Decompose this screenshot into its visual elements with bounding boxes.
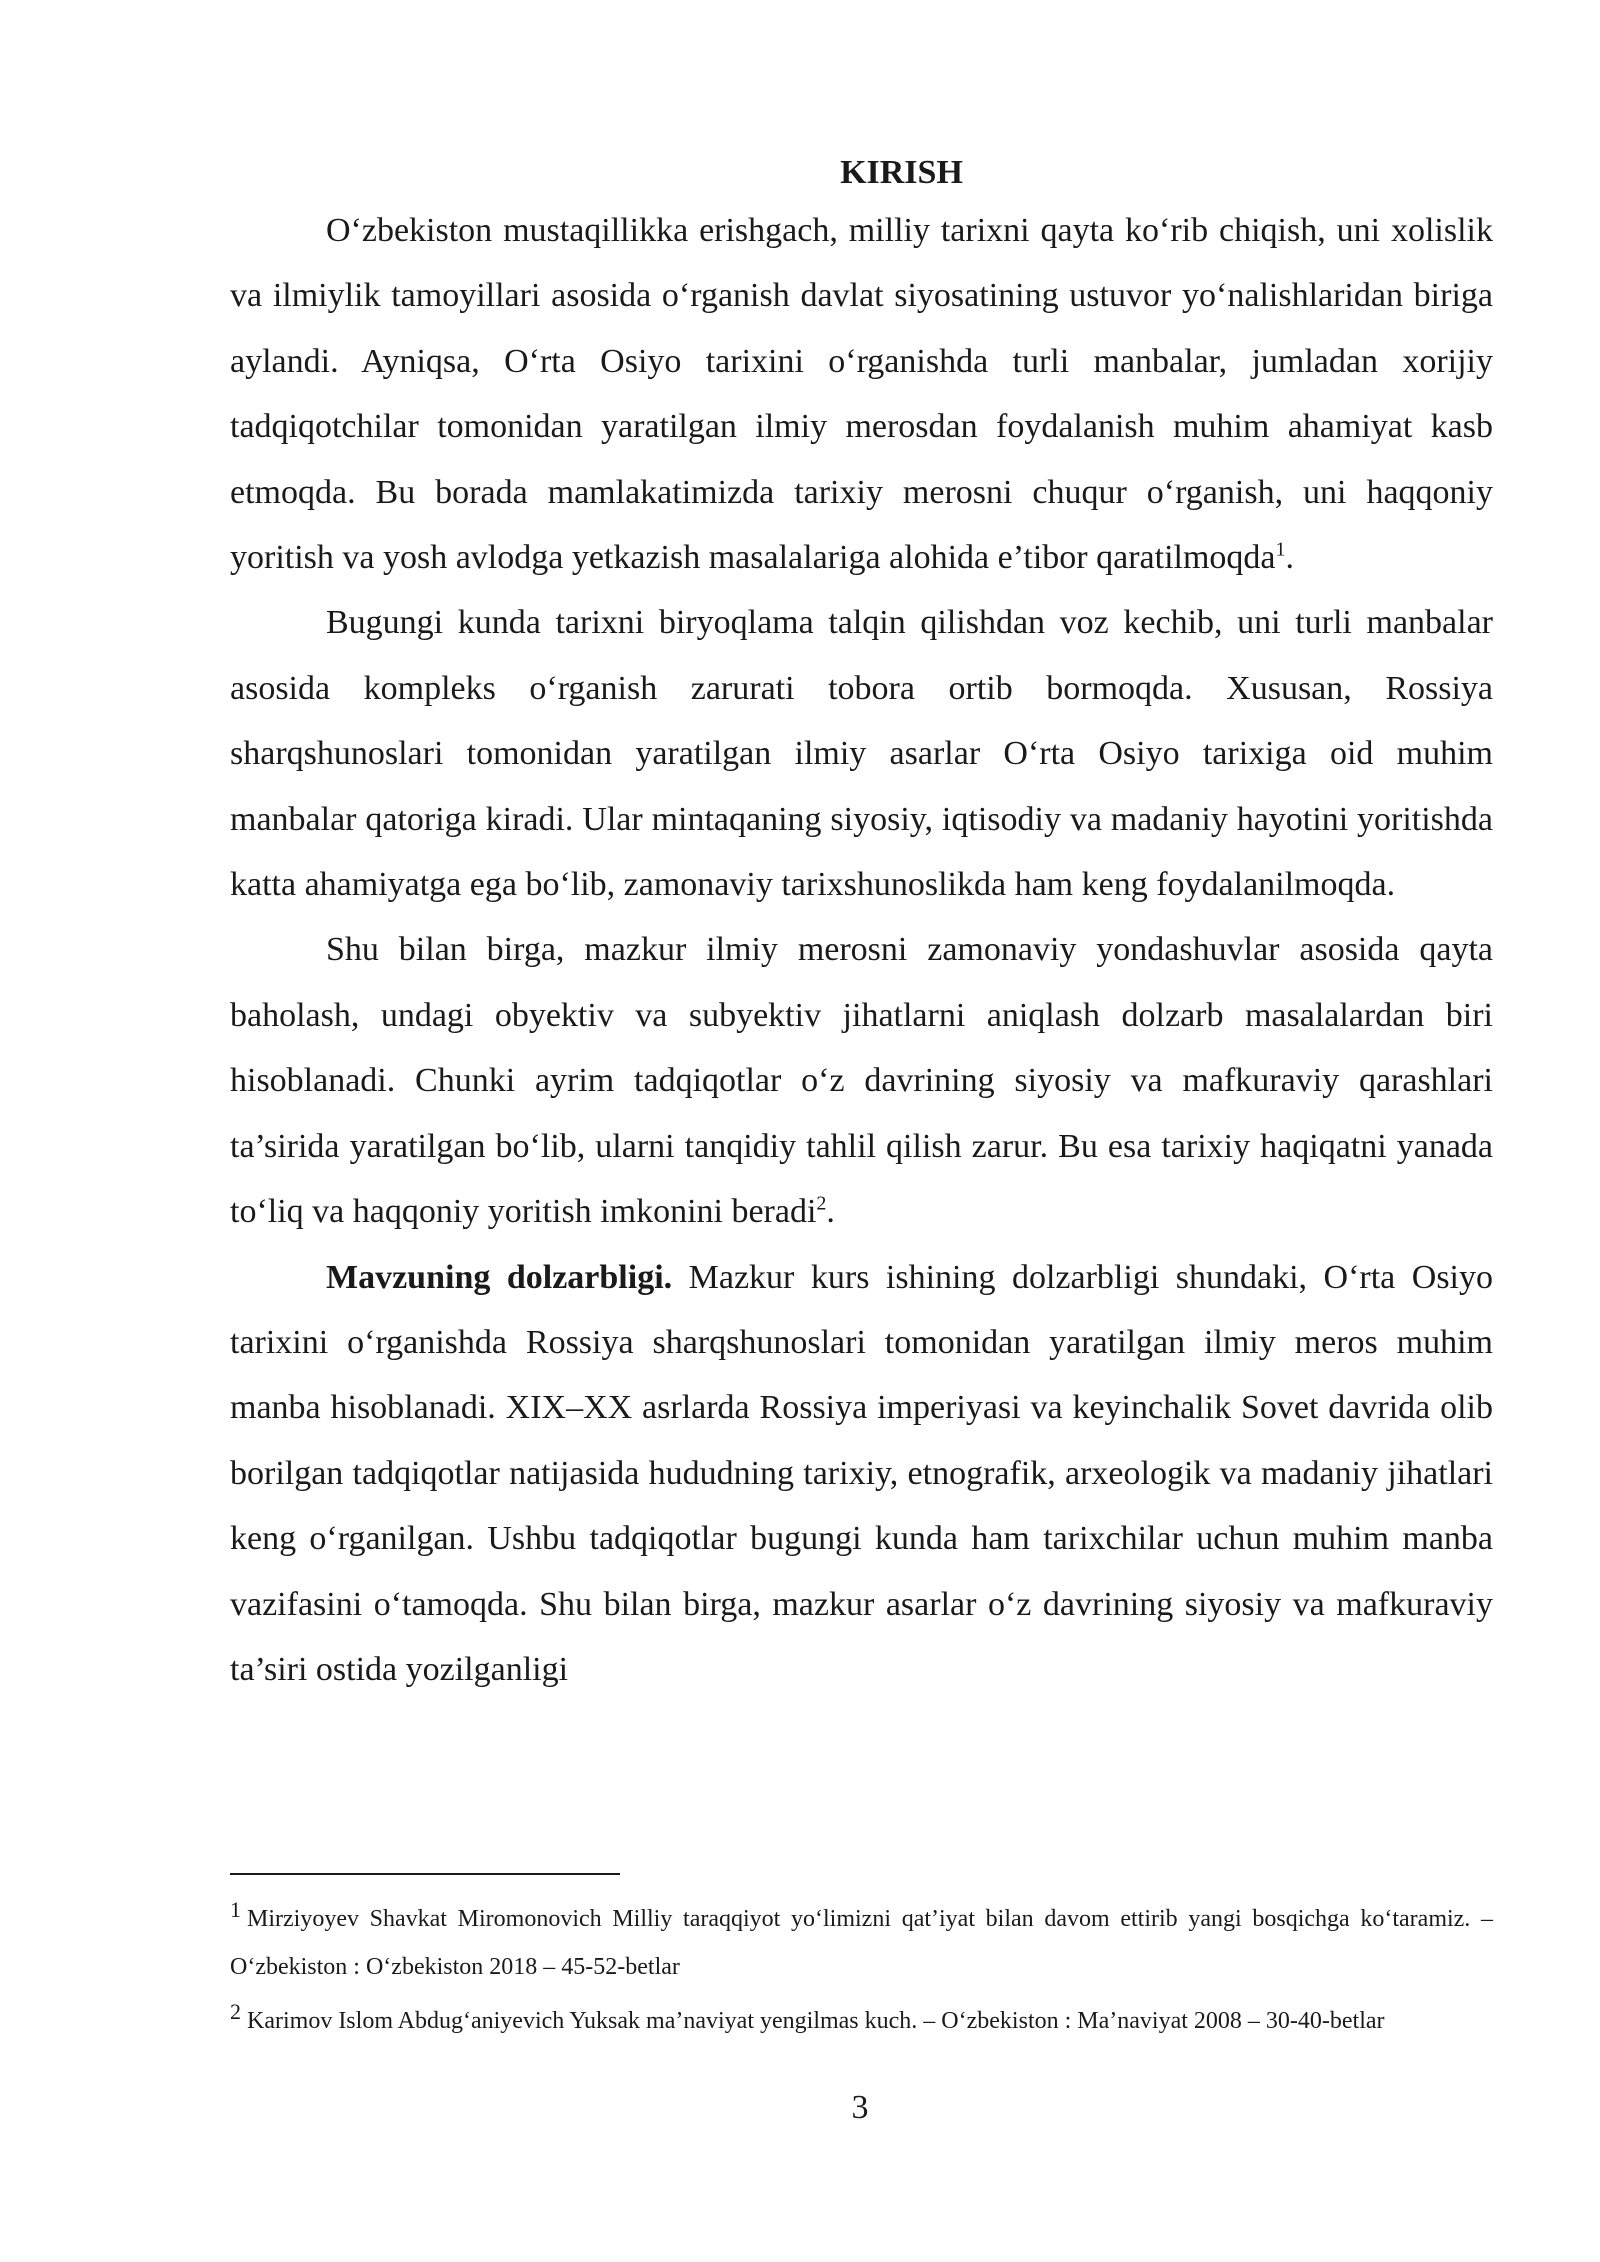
section-lead-heading: Mavzuning dolzarbligi.	[326, 1258, 673, 1296]
paragraph-2-text: Bugungi kunda tarixni biryoqlama talqin qilishdan voz kechib, uni turli manbalar asosida kompleks o‘rganish zarurati tobora ortib bormoqda. Xususan, Rossiya sharqshunoslari tomonidan yaratilgan ilmiy asarlar O‘rta Osiyo tarixiga oid muhim manbalar qatoriga kiradi. Ular mintaqaning siyosiy, iqtisodiy va madaniy hayotini yoritishda katta ahamiyatga ega bo‘lib, zamonaviy tarixshunoslikda ham keng foydalanilmoqda.	[230, 604, 1493, 904]
footnote-2-mark: 2	[230, 1999, 241, 2024]
paragraph-1	[230, 198, 1493, 590]
paragraph-1-end: .	[1285, 539, 1294, 577]
footnote-2	[230, 1997, 1493, 2045]
footnote-1-text: Mirziyoyev Shavkat Miromonovich Milliy taraqqiyot yo‘limizni qat’iyat bilan davom ettirib yangi bosqichga ko‘taramiz. – O‘zbekiston : O‘zbekiston 2018 – 45-52-betlar	[230, 1906, 1493, 1980]
paragraph-4	[230, 1245, 1493, 1703]
paragraph-2	[230, 590, 1493, 917]
footnote-1	[230, 1895, 1493, 1991]
footnote-ref-2[interactable]: 2	[816, 1192, 827, 1215]
footnote-ref-1[interactable]: 1	[1275, 538, 1286, 561]
paragraph-3	[230, 917, 1493, 1244]
paragraph-3-end: .	[826, 1193, 835, 1231]
page-body	[230, 148, 1493, 1702]
page-number: 3	[851, 2089, 869, 2126]
paragraph-1-text: O‘zbekiston mustaqillikka erishgach, milliy tarixni qayta ko‘rib chiqish, uni xolislik va ilmiylik tamoyillari asosida o‘rganish davlat siyosatining ustuvor yo‘nalishlaridan biriga aylandi. Ayniqsa, O‘rta Osiyo tarixini o‘rganishda turli manbalar, jumladan xorijiy tadqiqotchilar tomonidan yaratilgan ilmiy merosdan foydalanish muhim ahamiyat kasb etmoqda. Bu borada mamlakatimizda tarixiy merosni chuqur o‘rganish, uni haqqoniy yoritish va yosh avlodga yetkazish masalalariga alohida e’tibor qaratilmoqda	[230, 212, 1493, 577]
footnote-2-text: Karimov Islom Abdug‘aniyevich Yuksak ma’naviyat yengilmas kuch. – O‘zbekiston : Ma’naviyat 2008 – 30-40-betlar	[247, 2008, 1385, 2034]
footnotes	[230, 1895, 1493, 2051]
footnote-1-mark: 1	[230, 1897, 241, 1922]
footnote-separator	[230, 1873, 620, 1875]
page-title: KIRISH	[840, 154, 963, 191]
paragraph-3-text: Shu bilan birga, mazkur ilmiy merosni zamonaviy yondashuvlar asosida qayta baholash, undagi obyektiv va subyektiv jihatlarni aniqlash dolzarb masalalardan biri hisoblanadi. Chunki ayrim tadqiqotlar o‘z davrining siyosiy va mafkuraviy qarashlari ta’sirida yaratilgan bo‘lib, ularni tanqidiy tahlil qilish zarur. Bu esa tarixiy haqiqatni yanada to‘liq va haqqoniy yoritish imkonini beradi	[230, 931, 1493, 1231]
paragraph-4-text: Mazkur kurs ishining dolzarbligi shundaki, O‘rta Osiyo tarixini o‘rganishda Rossiya sharqshunoslari tomonidan yaratilgan ilmiy meros muhim manba hisoblanadi. XIX–XX asrlarda Rossiya imperiyasi va keyinchalik Sovet davrida olib borilgan tadqiqotlar natijasida hududning tarixiy, etnografik, arxeologik va madaniy jihatlari keng o‘rganilgan. Ushbu tadqiqotlar bugungi kunda ham tarixchilar uchun muhim manba vazifasini o‘tamoqda. Shu bilan birga, mazkur asarlar o‘z davrining siyosiy va mafkuraviy ta’siri ostida yozilganligi	[230, 1258, 1493, 1688]
